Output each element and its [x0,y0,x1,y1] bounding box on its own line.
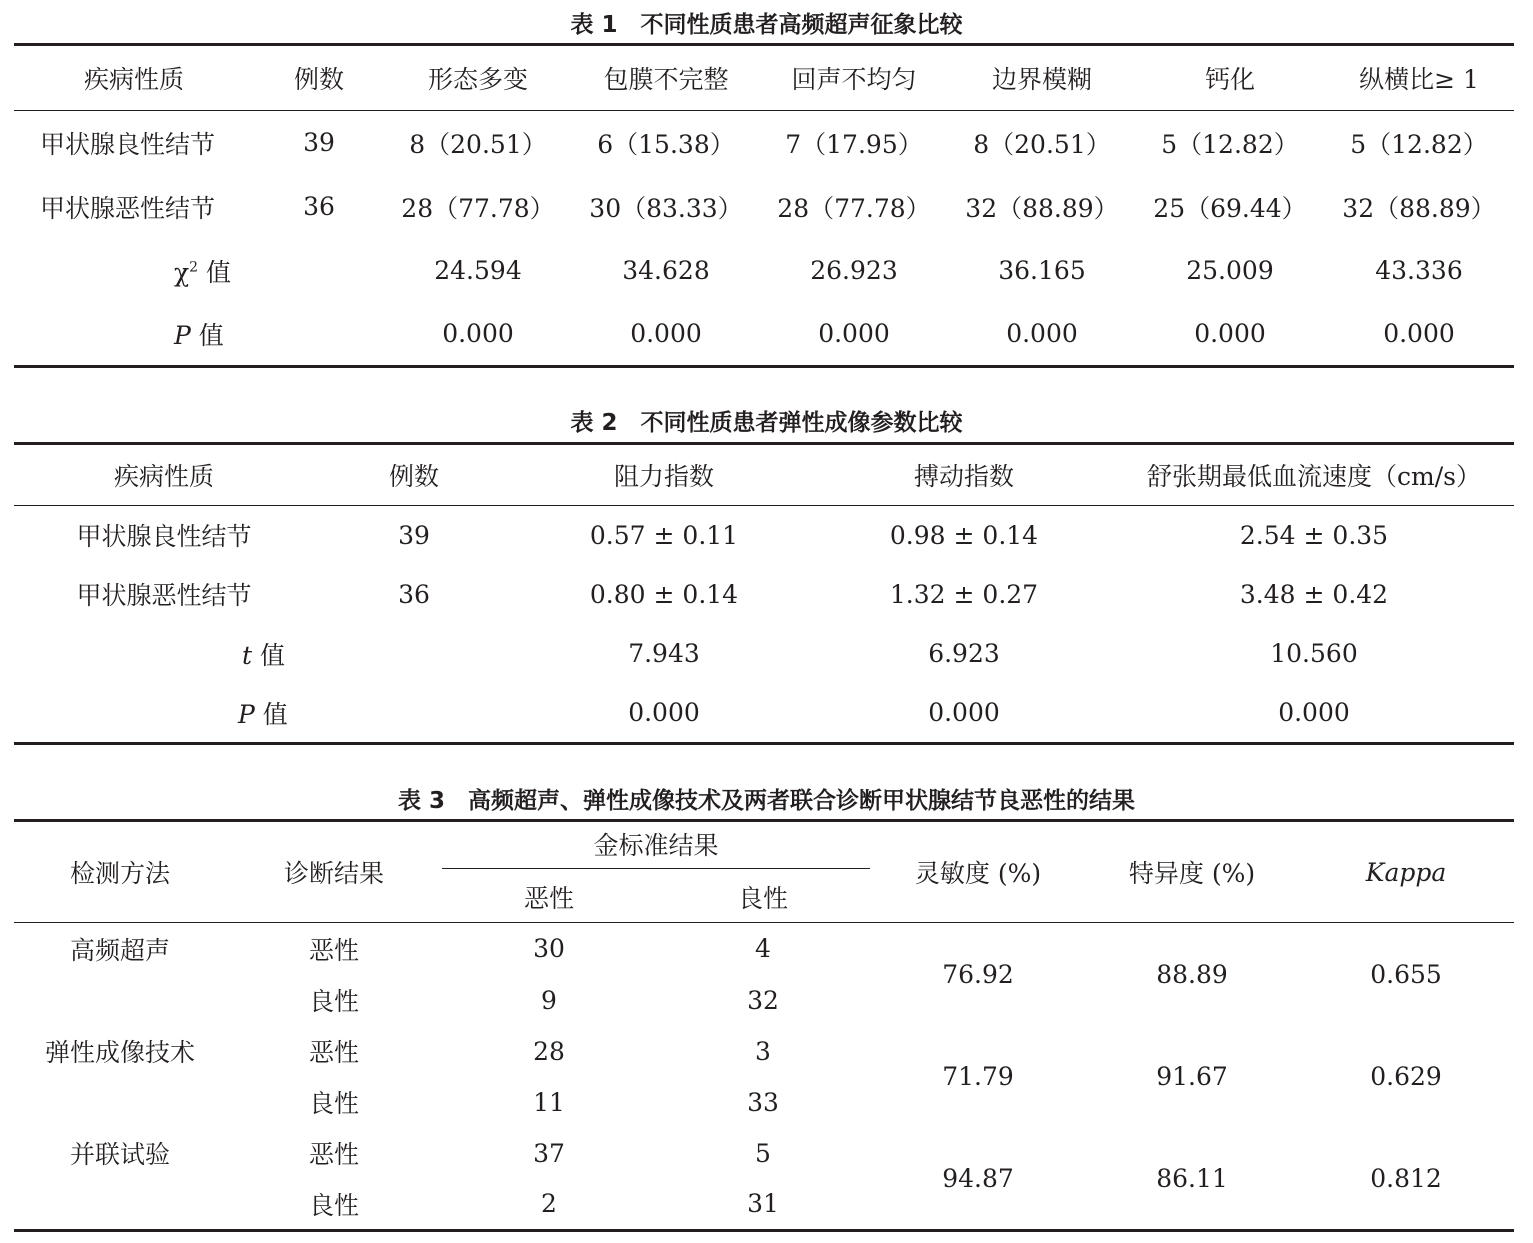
table2-cell: 2.54 ± 0.35 [1239,520,1389,550]
table3 [14,819,1514,1232]
table3-cell: 71.79 [942,1062,1014,1091]
table3-cell: 0.812 [1370,1163,1442,1193]
table3-cell: 恶性 [308,1140,359,1169]
table1-header-cell: 钙化 [1204,65,1255,94]
table2-cell: 0.000 [628,698,700,728]
table1-cell: 28（77.78） [401,193,555,223]
table2-header-cell: 阻力指数 [613,462,714,491]
table3-empty-cell [14,1179,226,1231]
table3-cell: 86.11 [1156,1163,1228,1193]
table1-cell: 0.000 [1194,319,1266,349]
table3-cell: 恶性 [308,1038,359,1067]
table3-cell: 恶性 [308,935,359,965]
table1-cell: 0.000 [818,319,890,349]
table1-cell: 甲状腺良性结节 [40,129,216,159]
table2-header-cell: 舒张期最低血流速度（cm/s） [1147,462,1481,491]
table-row [14,1026,1514,1077]
table3-cell: 91.67 [1156,1062,1228,1091]
table-row [14,923,1514,975]
table3-cell: 94.87 [942,1163,1014,1193]
table1-p-row [14,303,1514,367]
table1-cell: 甲状腺恶性结节 [40,193,216,223]
table1-cell: 6（15.38） [597,129,735,159]
table1-cell: 8（20.51） [973,129,1111,159]
table2-cell: 0.80 ± 0.14 [589,579,739,609]
table1-cell: 43.336 [1375,256,1463,285]
table3-cell: 3 [755,1036,771,1066]
table3-cell: 11 [533,1087,565,1117]
chi-label: $\chi^2$ 值 [174,257,232,287]
p-label: P 值 [238,699,288,729]
table3-cell: 2 [541,1189,557,1219]
table2-header-cell: 疾病性质 [113,462,214,491]
table2-header-cell: 例数 [388,462,439,491]
table-row [14,1128,1514,1179]
table1-cell: 30（83.33） [589,193,743,223]
table2-cell: 6.923 [928,639,1000,668]
table1-cell: 5（12.82） [1350,129,1488,159]
table3-caption: 表 3 高频超声、弹性成像技术及两者联合诊断甲状腺结节良恶性的结果 [397,788,1135,814]
table1-cell: 0.000 [1383,319,1455,349]
table3-cell: 5 [755,1138,771,1168]
table1-header-cell: 回声不均匀 [791,65,917,94]
table3-header-cell: 灵敏度 (%) [870,821,1086,923]
table1-header-cell: 疾病性质 [83,65,184,94]
table-row [14,175,1514,239]
table2-cell: 甲状腺良性结节 [76,522,252,552]
table1-header-row [14,45,1514,111]
table1-cell: 32（88.89） [965,193,1119,223]
table3-method: 并联试验 [69,1140,170,1169]
table3-cell: 28 [533,1036,565,1066]
table3-cell: 良性 [308,1190,359,1220]
table-row [14,506,1514,565]
table2-cell: 1.32 ± 0.27 [889,579,1039,609]
table2-p-row [14,684,1514,744]
table3-header-cell: 良性 [738,884,789,914]
table1-header-cell: 包膜不完整 [603,65,729,94]
table3-header-cell: 恶性 [523,884,574,914]
table3-header-cell: 检测方法 [14,821,226,923]
table3-method: 高频超声 [69,935,170,965]
table2-t-row [14,624,1514,684]
table1 [14,43,1514,368]
table3-cell: 0.655 [1370,959,1442,989]
table2-cell: 3.48 ± 0.42 [1239,579,1389,609]
table1-cell: 36 [303,192,335,221]
table1-cell: 32（88.89） [1342,193,1496,223]
table2-cell: 甲状腺恶性结节 [76,581,252,610]
table3-cell: 9 [541,985,557,1015]
table-row [14,565,1514,624]
table2-cell: 0.000 [1278,698,1350,728]
table2-cell: 39 [398,520,430,550]
p-label: P 值 [174,320,224,350]
table3-cell: 4 [755,934,771,964]
table1-header-cell: 边界模糊 [991,65,1092,94]
table2-caption: 表 2 不同性质患者弹性成像参数比较 [570,410,963,436]
table1-cell: 5（12.82） [1161,129,1299,159]
table3-header-cell: 诊断结果 [226,821,442,923]
table2 [14,442,1514,745]
table-row [14,111,1514,175]
table1-cell: 26.923 [810,256,898,285]
table3-method: 弹性成像技术 [44,1038,195,1067]
table1-cell: 25.009 [1186,256,1274,285]
table3-cell: 33 [747,1087,779,1117]
table3-cell: 32 [747,985,779,1015]
table1-cell: 24.594 [434,256,522,285]
table2-cell: 36 [398,579,430,609]
table3-header-cell: 特异度 (%) [1086,821,1298,923]
table2-header-cell: 搏动指数 [913,462,1014,491]
table3-header-row [14,821,1514,873]
table2-cell: 0.98 ± 0.14 [889,520,1039,550]
table2-cell: 0.000 [928,698,1000,728]
table1-header-cell: 形态多变 [427,65,528,94]
table1-cell: 0.000 [442,319,514,349]
table3-empty-cell [14,975,226,1026]
table1-header-cell: 例数 [293,65,344,94]
table1-cell: 28（77.78） [777,193,931,223]
table3-cell: 76.92 [942,959,1014,989]
table3-empty-cell [14,1077,226,1128]
table1-cell: 0.000 [630,319,702,349]
table3-cell: 30 [533,934,565,964]
table3-cell: 0.629 [1370,1062,1442,1091]
table1-cell: 39 [303,128,335,158]
table1-cell: 7（17.95） [785,129,923,159]
table2-header-row [14,444,1514,506]
gold-standard-rule [442,868,870,869]
table3-cell: 良性 [308,1089,359,1118]
table1-cell: 36.165 [998,256,1086,285]
t-label: t 值 [242,640,285,670]
table1-caption: 表 1 不同性质患者高频超声征象比较 [570,12,963,38]
table1-cell: 8（20.51） [409,129,547,159]
table2-cell: 0.57 ± 0.11 [589,520,739,550]
table3-cell: 88.89 [1156,959,1228,989]
table1-cell: 0.000 [1006,319,1078,349]
table3-cell: 31 [747,1189,779,1219]
table2-cell: 7.943 [628,639,700,668]
table3-header-gold: 金标准结果 [442,821,870,873]
table1-chi-row [14,239,1514,303]
table1-cell: 34.628 [622,256,710,285]
table3-cell: 37 [533,1138,565,1168]
table3-header-cell: Kappa [1298,821,1514,923]
table1-cell: 25（69.44） [1153,193,1307,223]
table3-cell: 良性 [308,987,359,1016]
table1-header-cell: 纵横比≥ 1 [1359,65,1479,94]
table2-cell: 10.560 [1270,639,1358,668]
